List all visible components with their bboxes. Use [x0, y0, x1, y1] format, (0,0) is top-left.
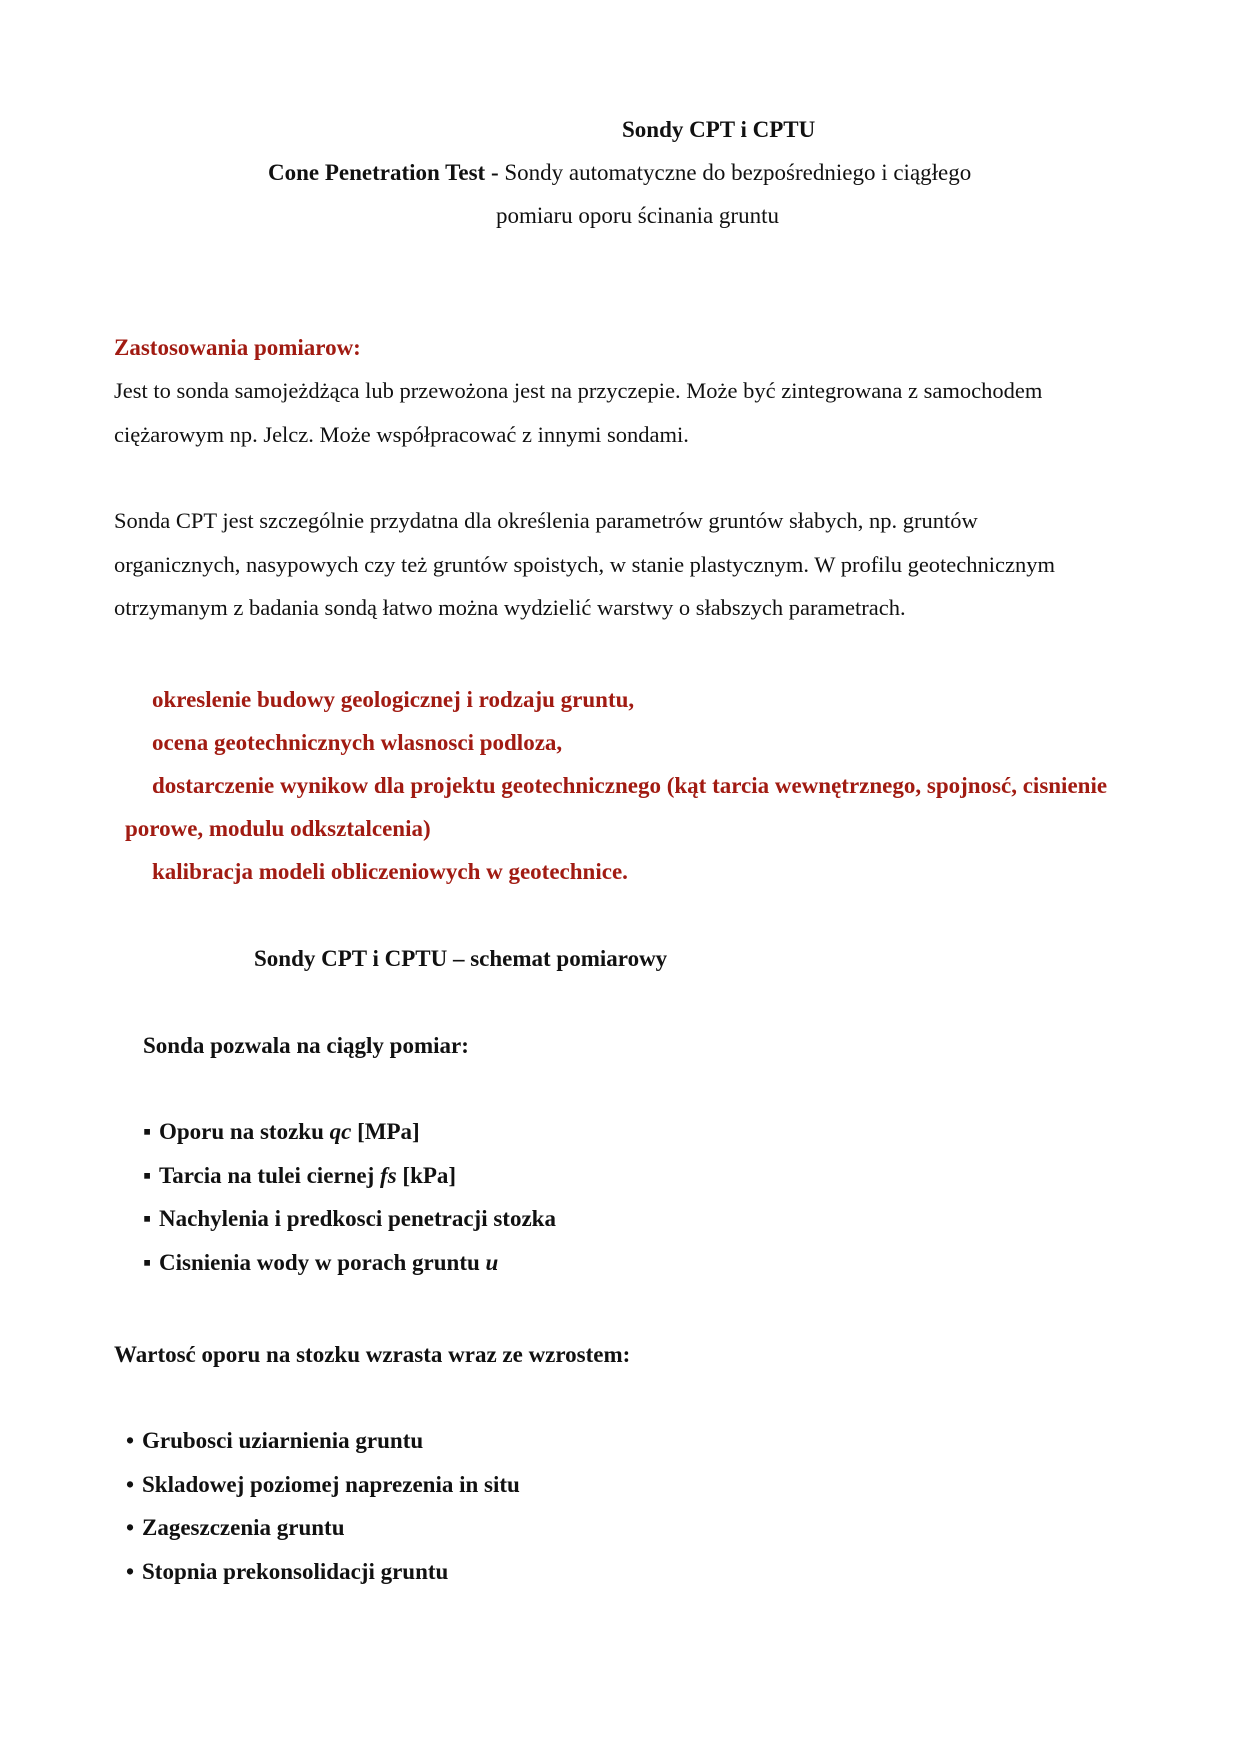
round-bullet-icon: • [126, 1558, 135, 1584]
factors-list [126, 1419, 520, 1593]
factor-text: Skladowej poziomej naprezenia in situ [142, 1471, 520, 1497]
paragraph-line: otrzymanym z badania sondą łatwo można wydzielić warstwy o słabszych parametrach. [114, 595, 906, 620]
use-item: okreslenie budowy geologicznej i rodzaju gruntu, [152, 687, 635, 712]
factor-item [126, 1463, 520, 1507]
paragraph-line: Jest to sonda samojeżdżąca lub przewożona jest na przyczepie. Może być zintegrowana z samochodem [114, 378, 1043, 403]
measurements-list [143, 1110, 556, 1284]
paragraph-intro [114, 369, 1174, 456]
subtitle-bold: Cone Penetration Test - [268, 160, 499, 185]
scheme-intro: Sonda pozwala na ciągly pomiar: [143, 1033, 469, 1058]
paragraph-line: ciężarowym np. Jelcz. Może współpracować z innymi sondami. [114, 421, 689, 447]
applications-heading: Zastosowania pomiarow: [114, 335, 361, 360]
measurement-unit: [kPa] [396, 1162, 457, 1188]
measurement-text: Tarcia na tulei ciernej [159, 1162, 381, 1188]
document-title: Sondy CPT i CPTU [622, 117, 816, 142]
paragraph-line: organicznych, nasypowych czy też gruntów spoistych, w stanie plastycznym. W profilu geotechnicznym [114, 551, 1056, 577]
square-bullet-icon: ▪ [143, 1206, 152, 1231]
square-bullet-icon: ▪ [143, 1162, 152, 1188]
round-bullet-icon: • [126, 1515, 135, 1540]
round-bullet-icon: • [126, 1428, 135, 1453]
scheme-heading: Sondy CPT i CPTU – schemat pomiarowy [254, 946, 668, 971]
factor-text: Stopnia prekonsolidacji gruntu [142, 1558, 449, 1584]
factor-item [126, 1419, 520, 1463]
round-bullet-icon: • [126, 1471, 135, 1497]
factor-item [126, 1506, 520, 1550]
square-bullet-icon: ▪ [143, 1119, 152, 1144]
square-bullet-icon: ▪ [143, 1249, 152, 1275]
measurement-symbol: qc [329, 1119, 352, 1144]
measurement-symbol: fs [380, 1162, 397, 1188]
subtitle-line-2: pomiaru oporu ścinania gruntu [496, 203, 779, 228]
measurement-item [143, 1154, 556, 1198]
factor-text: Grubosci uziarnienia gruntu [142, 1428, 424, 1453]
use-item-continuation: porowe, modulu odksztalcenia) [125, 816, 431, 841]
use-item: kalibracja modeli obliczeniowych w geotechnice. [152, 859, 628, 884]
resistance-heading: Wartosć oporu na stozku wzrasta wraz ze wzrostem: [114, 1342, 631, 1367]
measurement-symbol: u [485, 1249, 499, 1275]
measurement-text: Cisnienia wody w porach gruntu [159, 1249, 486, 1275]
measurement-text: Nachylenia i predkosci penetracji stozka [159, 1206, 556, 1231]
paragraph-line: Sonda CPT jest szczególnie przydatna dla określenia parametrów gruntów słabych, np. gruntów [114, 508, 978, 533]
subtitle-rest: Sondy automatyczne do bezpośredniego i ciągłego [498, 160, 972, 185]
document-subtitle [268, 151, 971, 194]
measurement-item [143, 1241, 556, 1285]
factor-item [126, 1550, 520, 1594]
measurement-item [143, 1110, 556, 1154]
paragraph-cpt-usage [114, 499, 1174, 630]
factor-text: Zageszczenia gruntu [142, 1515, 345, 1540]
measurement-text: Oporu na stozku [159, 1119, 330, 1144]
use-item: ocena geotechnicznych wlasnosci podloza, [152, 730, 563, 755]
use-item: dostarczenie wynikow dla projektu geotechnicznego (kąt tarcia wewnętrznego, spojnosć, cisnienie [152, 773, 1108, 798]
measurement-item [143, 1197, 556, 1241]
measurement-unit: [MPa] [351, 1119, 420, 1144]
